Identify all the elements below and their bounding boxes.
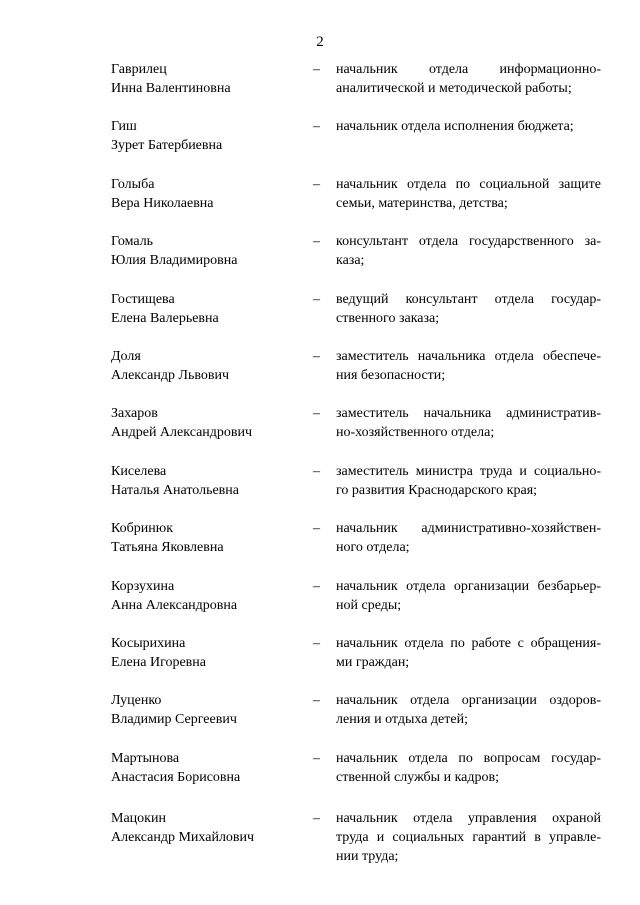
surname: Мацокин xyxy=(111,810,166,826)
person-name xyxy=(111,749,301,787)
position-line: начальник административно-хозяйствен- xyxy=(336,521,601,537)
list-item xyxy=(0,462,640,519)
surname: Корзухина xyxy=(111,578,175,594)
person-name xyxy=(111,809,301,847)
separator-dash: – xyxy=(313,750,320,766)
person-name xyxy=(111,577,301,615)
surname: Доля xyxy=(111,348,141,364)
position-title xyxy=(336,404,601,442)
position-line: ния безопасности; xyxy=(336,367,446,383)
separator-dash: – xyxy=(313,810,320,826)
position-title xyxy=(336,175,601,213)
given-names: Инна Валентиновна xyxy=(111,81,231,96)
list-item xyxy=(0,634,640,691)
position-line: ного отдела; xyxy=(336,540,410,556)
given-names: Зурет Батербиевна xyxy=(111,138,223,154)
position-line: го развития Краснодарского края; xyxy=(336,482,538,498)
given-names: Александр Львович xyxy=(111,367,230,383)
list-item xyxy=(0,404,640,461)
position-line: начальник отдела по социальной защите xyxy=(336,176,601,192)
position-line: ления и отдыха детей; xyxy=(336,712,468,728)
separator-dash: – xyxy=(313,62,320,77)
list-item xyxy=(0,691,640,748)
page-number: 2 xyxy=(316,34,324,50)
surname: Голыба xyxy=(111,176,155,192)
surname: Кобринюк xyxy=(111,521,174,537)
separator-dash: – xyxy=(313,406,320,422)
position-title xyxy=(336,117,601,136)
person-name xyxy=(111,519,301,557)
given-names: Анна Александровна xyxy=(111,597,238,613)
list-item xyxy=(0,809,640,866)
separator-dash: – xyxy=(313,291,320,307)
list-item xyxy=(0,232,640,289)
position-title xyxy=(336,232,601,270)
separator-dash: – xyxy=(313,693,320,709)
position-title xyxy=(336,577,601,615)
person-name xyxy=(111,175,301,213)
surname: Мартынова xyxy=(111,750,180,766)
position-title xyxy=(336,634,601,672)
separator-dash: – xyxy=(313,234,320,250)
position-line: семьи, материнства, детства; xyxy=(336,195,508,211)
position-line: ми граждан; xyxy=(336,654,410,670)
position-line: ной среды; xyxy=(336,597,402,613)
separator-dash: – xyxy=(313,176,320,192)
position-title xyxy=(336,290,601,328)
position-title xyxy=(336,809,601,866)
person-name xyxy=(111,347,301,385)
position-line: аналитической и методической работы; xyxy=(336,81,572,96)
person-name xyxy=(111,462,301,500)
given-names: Елена Игоревна xyxy=(111,654,206,670)
separator-dash: – xyxy=(313,578,320,594)
position-line: начальник отдела управления охраной xyxy=(336,810,601,826)
position-line: начальник отдела по вопросам государ- xyxy=(336,750,601,766)
position-line: заместитель начальника административ- xyxy=(336,406,601,422)
separator-dash: – xyxy=(313,348,320,364)
given-names: Андрей Александрович xyxy=(111,425,253,441)
position-line: ственного заказа; xyxy=(336,310,440,326)
given-names: Наталья Анатольевна xyxy=(111,482,240,498)
position-title xyxy=(336,60,601,98)
position-line: ведущий консультант отдела государ- xyxy=(336,291,601,307)
surname: Косырихина xyxy=(111,635,186,651)
person-name xyxy=(111,60,301,98)
list-item xyxy=(0,749,640,809)
position-line: заместитель начальника отдела обеспече- xyxy=(336,348,601,364)
list-item xyxy=(0,117,640,174)
person-name xyxy=(111,404,301,442)
separator-dash: – xyxy=(313,463,320,479)
surname: Гомаль xyxy=(111,234,154,250)
position-line: ственной службы и кадров; xyxy=(336,769,500,785)
position-title xyxy=(336,749,601,787)
surname: Гаврилец xyxy=(111,62,167,77)
person-name xyxy=(111,691,301,729)
position-line: консультант отдела государственного за- xyxy=(336,234,601,250)
position-line: каза; xyxy=(336,253,365,269)
given-names: Владимир Сергеевич xyxy=(111,712,237,728)
position-line: заместитель министра труда и социально- xyxy=(336,463,601,479)
given-names: Елена Валерьевна xyxy=(111,310,219,326)
position-line: начальник отдела исполнения бюджета; xyxy=(336,119,574,135)
person-name xyxy=(111,290,301,328)
list-item xyxy=(0,290,640,347)
position-title xyxy=(336,519,601,557)
given-names: Татьяна Яковлевна xyxy=(111,540,224,556)
list-item xyxy=(0,60,640,117)
position-title xyxy=(336,347,601,385)
given-names: Александр Михайлович xyxy=(111,829,255,845)
list-item xyxy=(0,175,640,232)
surname: Захаров xyxy=(111,406,158,422)
separator-dash: – xyxy=(313,521,320,537)
person-name xyxy=(111,117,301,155)
separator-dash: – xyxy=(313,119,320,135)
surname: Луценко xyxy=(111,693,162,709)
surname: Гостищева xyxy=(111,291,175,307)
given-names: Анастасия Борисовна xyxy=(111,769,241,785)
list-item xyxy=(0,519,640,576)
position-line: но-хозяйственного отдела; xyxy=(336,425,495,441)
position-line: начальник отдела организации безбарьер- xyxy=(336,578,601,594)
list-item xyxy=(0,577,640,634)
surname: Гиш xyxy=(111,119,137,135)
position-line: начальник отдела по работе с обращения- xyxy=(336,635,601,651)
given-names: Юлия Владимировна xyxy=(111,253,238,269)
surname: Киселева xyxy=(111,463,167,479)
list-item xyxy=(0,347,640,404)
position-title xyxy=(336,462,601,500)
person-name xyxy=(111,634,301,672)
position-line: нии труда; xyxy=(336,848,399,864)
person-name xyxy=(111,232,301,270)
given-names: Вера Николаевна xyxy=(111,195,214,211)
separator-dash: – xyxy=(313,635,320,651)
position-line: начальник отдела организации оздоров- xyxy=(336,693,601,709)
personnel-list xyxy=(0,60,640,866)
position-title xyxy=(336,691,601,729)
position-line: труда и социальных гарантий в управле- xyxy=(336,829,601,845)
position-line: начальник отдела информационно- xyxy=(336,62,601,77)
